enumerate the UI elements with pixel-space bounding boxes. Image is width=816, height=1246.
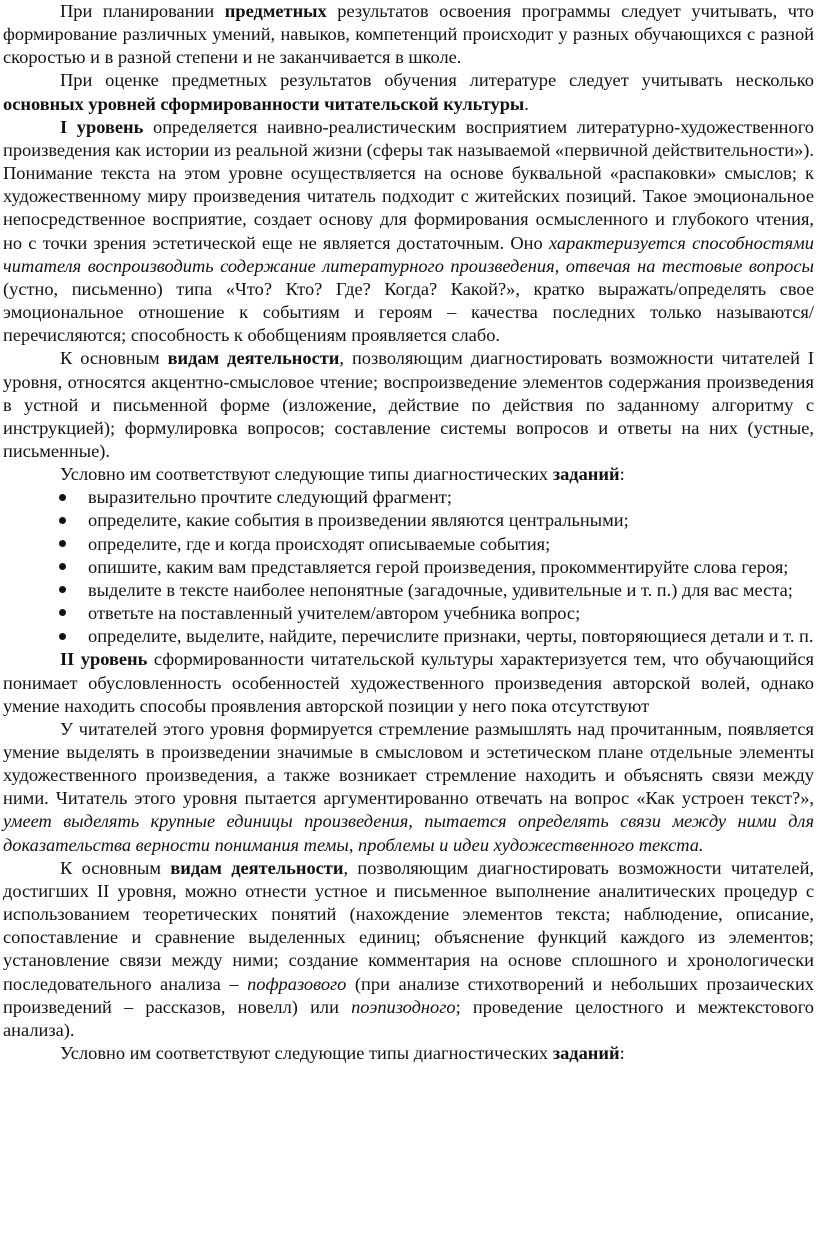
bullet-icon bbox=[59, 633, 66, 640]
bullet-icon bbox=[59, 494, 66, 501]
list-item-text: опишите, каким вам представляется герой произведения, прокомментируйте слова героя; bbox=[88, 556, 789, 577]
list-item-text: определите, где и когда происходят описываемые события; bbox=[88, 533, 551, 554]
text: сформированности читательской культуры характеризуется тем, что обучающийся понимает обусловленность особенностей художественного произведения авторской волей, однако умение находить способы проявления авторской позиции у него пока отсутствуют bbox=[3, 649, 814, 716]
text: : bbox=[619, 464, 625, 485]
text: Условно им соответствуют следующие типы диагностических bbox=[60, 1043, 553, 1064]
bold-text: заданий bbox=[552, 1043, 620, 1064]
italic-text: умеет выделять крупные единицы произведения, пытается определять связи между ними для доказательства верности понимания темы, проблемы и идеи художественного текста. bbox=[3, 811, 814, 855]
paragraph-tasks-2 bbox=[3, 1042, 814, 1065]
italic-text: характеризуется способностями читателя воспроизводить содержание литературного произведения, отвечая на тестовые вопросы bbox=[3, 232, 814, 276]
list-item-text: выразительно прочтите следующий фрагмент; bbox=[88, 487, 452, 508]
task-list-1 bbox=[3, 486, 814, 648]
level-heading: I уровень bbox=[60, 116, 144, 137]
text: : bbox=[619, 1043, 625, 1064]
bullet-icon bbox=[59, 563, 66, 570]
text: К основным bbox=[60, 857, 171, 878]
list-item-text: определите, какие события в произведении являются центральными; bbox=[88, 510, 629, 531]
level-heading: II уровень bbox=[60, 649, 148, 670]
italic-text: пофразового bbox=[247, 973, 347, 994]
paragraph-tasks-1 bbox=[3, 463, 814, 486]
bold-text: видам деятельности bbox=[170, 857, 344, 878]
paragraph-readers-2 bbox=[3, 718, 814, 857]
text: , позволяющим диагностировать возможности читателей I уровня, относятся акцентно-смысловое чтение; воспроизведение элементов содержания произведения в устной и письменной форме (изложение, действие по действия по заданному алгоритму с инструкцией); формулировка вопросов; составление системы вопросов и ответы на них (устные, письменные). bbox=[3, 348, 815, 461]
list-item bbox=[3, 556, 814, 579]
text: (при анализе стихотворений и небольших прозаических произведений – рассказов, новелл) или bbox=[3, 973, 814, 1017]
list-item bbox=[3, 509, 814, 532]
paragraph-activities-2 bbox=[3, 857, 814, 1042]
text: определяется наивно-реалистическим восприятием литературно-художественного произведения как истории из реальной жизни (сферы так называемой «первичной действительности»). Понимание текста на этом уровне осуществляется на основе буквальной «распаковки» смыслов; к художественному миру произведения читатель подходит с житейских позиций. Такое эмоциональное непосредственное восприятие, создает основу для формирования осмысленного и глубокого чтения, но с точки зрения эстетической еще не является достаточным. Оно bbox=[3, 116, 814, 253]
text: У читателей этого уровня формируется стремление размышлять над прочитанным, появляется умение выделять в произведении значимые в смысловом и эстетическом плане отдельные элементы художественного произведения, а также возникает стремление находить и объяснять связи между ними. Читатель этого уровня пытается аргументированно отвечать на вопрос «Как устроен текст?», bbox=[3, 718, 814, 809]
bold-text: видам деятельности bbox=[167, 348, 340, 369]
list-item bbox=[3, 533, 814, 556]
list-item bbox=[3, 579, 814, 602]
text: (устно, письменно) типа «Что? Кто? Где? Когда? Какой?», кратко выражать/определять свое эмоциональное отношение к событиям и героям – качества последних только называются/перечисляются; способность к обобщениям проявляется слабо. bbox=[3, 278, 814, 346]
bold-text: заданий bbox=[552, 464, 620, 485]
text: К основным bbox=[60, 348, 168, 369]
paragraph-activities-1 bbox=[3, 347, 814, 463]
bullet-icon bbox=[59, 609, 66, 616]
list-item bbox=[3, 486, 814, 509]
paragraph-level-1 bbox=[3, 116, 814, 348]
text: Условно им соответствуют следующие типы диагностических bbox=[60, 464, 553, 485]
text: результатов освоения программы следует учитывать, что формирование различных умений, навыков, компетенций происходит у разных обучающихся с разной скоростью и в разной степени и не заканчивается в школе. bbox=[3, 1, 814, 68]
text: . bbox=[524, 93, 529, 114]
text: , позволяющим диагностировать возможности читателей, достигших II уровня, можно отнести устное и письменное выполнение аналитических процедур с использованием теоретических понятий (нахождение элементов текста; наблюдение, описание, сопоставление и сравнение выделенных единиц; объяснение функций каждого из элементов; установление связи между ними; создание комментария на основе сплошного и хронологически последовательного анализа – bbox=[3, 857, 815, 994]
paragraph-level-2 bbox=[3, 648, 814, 717]
list-item bbox=[3, 602, 814, 625]
list-item-text: определите, выделите, найдите, перечислите признаки, черты, повторяющиеся детали и т. п. bbox=[88, 626, 814, 647]
text: При оценке предметных результатов обучения литературе следует учитывать несколько bbox=[60, 70, 814, 91]
bullet-icon bbox=[59, 586, 66, 593]
bold-text: предметных bbox=[224, 1, 327, 21]
list-item-text: выделите в тексте наиболее непонятные (загадочные, удивительные и т. п.) для вас места; bbox=[88, 579, 793, 600]
bullet-icon bbox=[59, 517, 66, 524]
paragraph-2 bbox=[3, 69, 814, 115]
italic-text: поэпизодного bbox=[351, 996, 456, 1017]
text: При планировании bbox=[60, 1, 225, 21]
text: ; проведение целостного и межтекстового анализа). bbox=[3, 996, 814, 1040]
paragraph-1 bbox=[3, 0, 814, 69]
bold-text: основных уровней сформированности читательской культуры bbox=[3, 93, 525, 114]
list-item-text: ответьте на поставленный учителем/автором учебника вопрос; bbox=[88, 603, 581, 624]
bullet-icon bbox=[59, 540, 66, 547]
list-item bbox=[3, 625, 814, 648]
